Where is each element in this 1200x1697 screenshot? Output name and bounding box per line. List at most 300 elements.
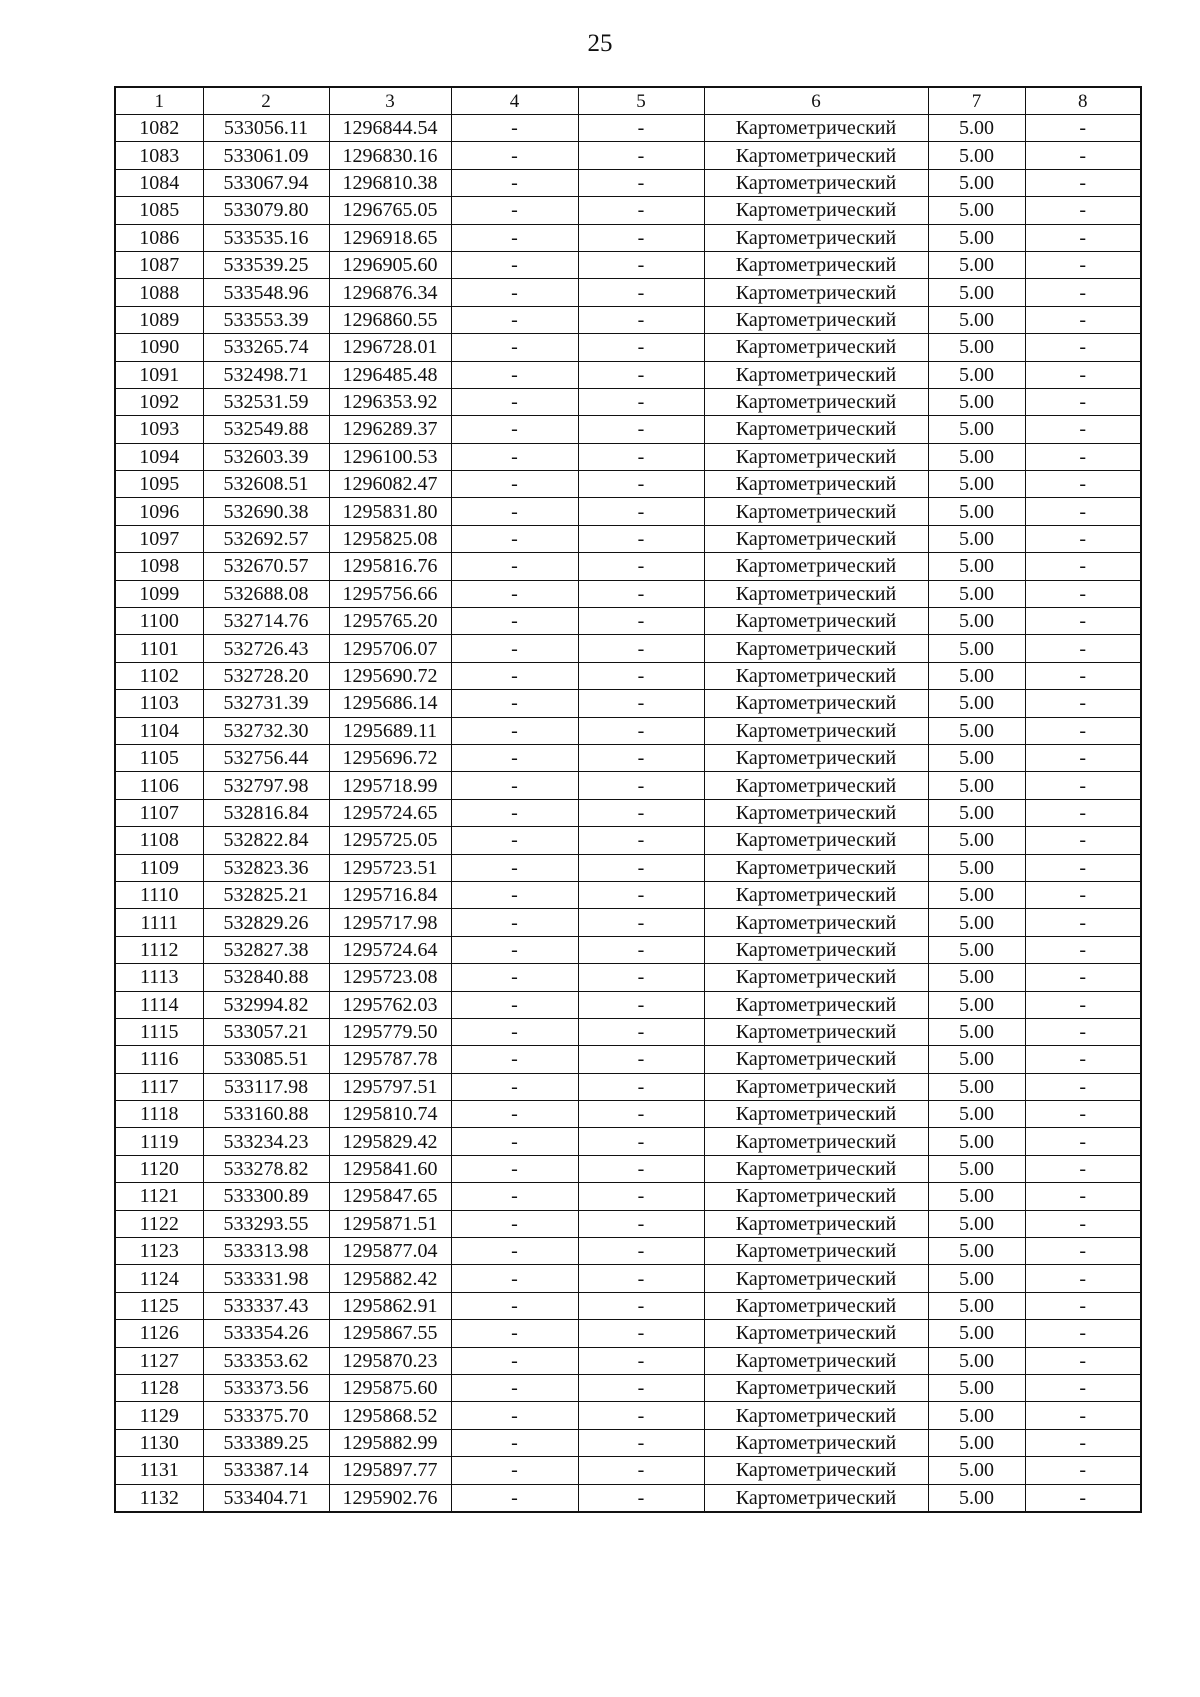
y-coordinate-cell: 1295862.91 (329, 1292, 451, 1319)
column-4-cell: - (451, 1320, 578, 1347)
accuracy-cell: 5.00 (928, 1374, 1025, 1401)
table-row (115, 608, 1141, 635)
x-coordinate-cell: 532825.21 (203, 881, 329, 908)
method-cell: Картометрический (704, 197, 928, 224)
y-coordinate-cell: 1295882.42 (329, 1265, 451, 1292)
method-cell: Картометрический (704, 525, 928, 552)
column-4-cell: - (451, 1183, 578, 1210)
point-number-cell: 1091 (115, 361, 203, 388)
column-4-cell: - (451, 964, 578, 991)
column-4-cell: - (451, 1018, 578, 1045)
accuracy-cell: 5.00 (928, 224, 1025, 251)
column-4-cell: - (451, 416, 578, 443)
column-4-cell: - (451, 1292, 578, 1319)
x-coordinate-cell: 533375.70 (203, 1402, 329, 1429)
x-coordinate-cell: 532731.39 (203, 690, 329, 717)
table-row (115, 772, 1141, 799)
table-body (115, 115, 1141, 1512)
column-5-cell: - (578, 553, 704, 580)
point-number-cell: 1111 (115, 909, 203, 936)
method-cell: Картометрический (704, 772, 928, 799)
y-coordinate-cell: 1295706.07 (329, 635, 451, 662)
y-coordinate-cell: 1295756.66 (329, 580, 451, 607)
accuracy-cell: 5.00 (928, 1101, 1025, 1128)
method-cell: Картометрический (704, 717, 928, 744)
column-4-cell: - (451, 717, 578, 744)
y-coordinate-cell: 1296485.48 (329, 361, 451, 388)
y-coordinate-cell: 1296830.16 (329, 142, 451, 169)
table-row (115, 443, 1141, 470)
column-8-cell: - (1025, 1292, 1141, 1319)
point-number-cell: 1118 (115, 1101, 203, 1128)
table-row (115, 827, 1141, 854)
point-number-cell: 1128 (115, 1374, 203, 1401)
column-8-cell: - (1025, 1210, 1141, 1237)
x-coordinate-cell: 532670.57 (203, 553, 329, 580)
column-5-cell: - (578, 881, 704, 908)
accuracy-cell: 5.00 (928, 1128, 1025, 1155)
method-cell: Картометрический (704, 115, 928, 142)
accuracy-cell: 5.00 (928, 854, 1025, 881)
x-coordinate-cell: 532732.30 (203, 717, 329, 744)
accuracy-cell: 5.00 (928, 1347, 1025, 1374)
table-row (115, 1183, 1141, 1210)
column-4-cell: - (451, 854, 578, 881)
point-number-cell: 1088 (115, 279, 203, 306)
table-row (115, 1155, 1141, 1182)
x-coordinate-cell: 532827.38 (203, 936, 329, 963)
accuracy-cell: 5.00 (928, 279, 1025, 306)
y-coordinate-cell: 1295829.42 (329, 1128, 451, 1155)
table-row (115, 251, 1141, 278)
column-8-cell: - (1025, 251, 1141, 278)
x-coordinate-cell: 532840.88 (203, 964, 329, 991)
column-5-cell: - (578, 799, 704, 826)
column-4-cell: - (451, 169, 578, 196)
y-coordinate-cell: 1295717.98 (329, 909, 451, 936)
method-cell: Картометрический (704, 388, 928, 415)
column-5-cell: - (578, 964, 704, 991)
x-coordinate-cell: 532728.20 (203, 662, 329, 689)
y-coordinate-cell: 1296918.65 (329, 224, 451, 251)
column-8-cell: - (1025, 1183, 1141, 1210)
accuracy-cell: 5.00 (928, 635, 1025, 662)
y-coordinate-cell: 1295765.20 (329, 608, 451, 635)
point-number-cell: 1092 (115, 388, 203, 415)
column-5-cell: - (578, 279, 704, 306)
accuracy-cell: 5.00 (928, 772, 1025, 799)
column-header-6: 6 (704, 87, 928, 115)
accuracy-cell: 5.00 (928, 525, 1025, 552)
x-coordinate-cell: 532688.08 (203, 580, 329, 607)
table-row (115, 936, 1141, 963)
table-row (115, 169, 1141, 196)
column-8-cell: - (1025, 744, 1141, 771)
column-header-4: 4 (451, 87, 578, 115)
point-number-cell: 1083 (115, 142, 203, 169)
point-number-cell: 1107 (115, 799, 203, 826)
column-8-cell: - (1025, 854, 1141, 881)
point-number-cell: 1106 (115, 772, 203, 799)
column-4-cell: - (451, 1374, 578, 1401)
y-coordinate-cell: 1295816.76 (329, 553, 451, 580)
x-coordinate-cell: 532829.26 (203, 909, 329, 936)
y-coordinate-cell: 1295724.65 (329, 799, 451, 826)
column-4-cell: - (451, 1265, 578, 1292)
accuracy-cell: 5.00 (928, 1429, 1025, 1456)
column-5-cell: - (578, 443, 704, 470)
column-4-cell: - (451, 525, 578, 552)
accuracy-cell: 5.00 (928, 169, 1025, 196)
column-8-cell: - (1025, 553, 1141, 580)
method-cell: Картометрический (704, 1210, 928, 1237)
method-cell: Картометрический (704, 799, 928, 826)
column-4-cell: - (451, 1402, 578, 1429)
accuracy-cell: 5.00 (928, 1238, 1025, 1265)
x-coordinate-cell: 533079.80 (203, 197, 329, 224)
table-row (115, 1128, 1141, 1155)
accuracy-cell: 5.00 (928, 1018, 1025, 1045)
point-number-cell: 1090 (115, 334, 203, 361)
coordinates-table (114, 86, 1142, 1513)
x-coordinate-cell: 533061.09 (203, 142, 329, 169)
method-cell: Картометрический (704, 827, 928, 854)
column-5-cell: - (578, 115, 704, 142)
x-coordinate-cell: 533387.14 (203, 1457, 329, 1484)
x-coordinate-cell: 532531.59 (203, 388, 329, 415)
column-5-cell: - (578, 909, 704, 936)
x-coordinate-cell: 532797.98 (203, 772, 329, 799)
method-cell: Картометрический (704, 1101, 928, 1128)
x-coordinate-cell: 533539.25 (203, 251, 329, 278)
y-coordinate-cell: 1295825.08 (329, 525, 451, 552)
method-cell: Картометрический (704, 991, 928, 1018)
method-cell: Картометрический (704, 881, 928, 908)
column-5-cell: - (578, 416, 704, 443)
point-number-cell: 1130 (115, 1429, 203, 1456)
column-8-cell: - (1025, 1101, 1141, 1128)
column-5-cell: - (578, 1402, 704, 1429)
x-coordinate-cell: 533535.16 (203, 224, 329, 251)
accuracy-cell: 5.00 (928, 1210, 1025, 1237)
table-row (115, 1484, 1141, 1512)
y-coordinate-cell: 1295718.99 (329, 772, 451, 799)
accuracy-cell: 5.00 (928, 1457, 1025, 1484)
method-cell: Картометрический (704, 909, 928, 936)
column-8-cell: - (1025, 936, 1141, 963)
table-row (115, 1018, 1141, 1045)
table-row (115, 416, 1141, 443)
table-row (115, 1265, 1141, 1292)
accuracy-cell: 5.00 (928, 1183, 1025, 1210)
x-coordinate-cell: 533313.98 (203, 1238, 329, 1265)
method-cell: Картометрический (704, 1320, 928, 1347)
x-coordinate-cell: 533057.21 (203, 1018, 329, 1045)
y-coordinate-cell: 1295797.51 (329, 1073, 451, 1100)
method-cell: Картометрический (704, 1484, 928, 1512)
table-row (115, 498, 1141, 525)
accuracy-cell: 5.00 (928, 1155, 1025, 1182)
accuracy-cell: 5.00 (928, 361, 1025, 388)
method-cell: Картометрический (704, 1429, 928, 1456)
accuracy-cell: 5.00 (928, 909, 1025, 936)
y-coordinate-cell: 1296844.54 (329, 115, 451, 142)
column-4-cell: - (451, 936, 578, 963)
method-cell: Картометрический (704, 662, 928, 689)
column-4-cell: - (451, 306, 578, 333)
method-cell: Картометрический (704, 169, 928, 196)
x-coordinate-cell: 533117.98 (203, 1073, 329, 1100)
column-8-cell: - (1025, 443, 1141, 470)
y-coordinate-cell: 1296876.34 (329, 279, 451, 306)
y-coordinate-cell: 1295882.99 (329, 1429, 451, 1456)
column-8-cell: - (1025, 964, 1141, 991)
method-cell: Картометрический (704, 1265, 928, 1292)
column-5-cell: - (578, 662, 704, 689)
method-cell: Картометрический (704, 1073, 928, 1100)
point-number-cell: 1086 (115, 224, 203, 251)
method-cell: Картометрический (704, 1238, 928, 1265)
column-8-cell: - (1025, 827, 1141, 854)
point-number-cell: 1110 (115, 881, 203, 908)
method-cell: Картометрический (704, 416, 928, 443)
point-number-cell: 1113 (115, 964, 203, 991)
table-row (115, 115, 1141, 142)
y-coordinate-cell: 1295686.14 (329, 690, 451, 717)
method-cell: Картометрический (704, 1183, 928, 1210)
y-coordinate-cell: 1295871.51 (329, 1210, 451, 1237)
column-4-cell: - (451, 361, 578, 388)
column-5-cell: - (578, 1265, 704, 1292)
y-coordinate-cell: 1296905.60 (329, 251, 451, 278)
y-coordinate-cell: 1296810.38 (329, 169, 451, 196)
accuracy-cell: 5.00 (928, 1402, 1025, 1429)
table-row (115, 1320, 1141, 1347)
column-5-cell: - (578, 827, 704, 854)
table-row (115, 1429, 1141, 1456)
point-number-cell: 1120 (115, 1155, 203, 1182)
accuracy-cell: 5.00 (928, 142, 1025, 169)
column-4-cell: - (451, 1101, 578, 1128)
column-8-cell: - (1025, 1073, 1141, 1100)
x-coordinate-cell: 532816.84 (203, 799, 329, 826)
column-5-cell: - (578, 1238, 704, 1265)
column-8-cell: - (1025, 1128, 1141, 1155)
y-coordinate-cell: 1296082.47 (329, 471, 451, 498)
method-cell: Картометрический (704, 1018, 928, 1045)
point-number-cell: 1105 (115, 744, 203, 771)
column-4-cell: - (451, 115, 578, 142)
column-4-cell: - (451, 224, 578, 251)
table-row (115, 799, 1141, 826)
table-header-row (115, 87, 1141, 115)
column-8-cell: - (1025, 169, 1141, 196)
column-8-cell: - (1025, 1018, 1141, 1045)
y-coordinate-cell: 1295724.64 (329, 936, 451, 963)
method-cell: Картометрический (704, 443, 928, 470)
method-cell: Картометрический (704, 553, 928, 580)
x-coordinate-cell: 532726.43 (203, 635, 329, 662)
point-number-cell: 1099 (115, 580, 203, 607)
column-4-cell: - (451, 1128, 578, 1155)
column-5-cell: - (578, 142, 704, 169)
column-4-cell: - (451, 991, 578, 1018)
table-row (115, 361, 1141, 388)
y-coordinate-cell: 1295868.52 (329, 1402, 451, 1429)
table-row (115, 142, 1141, 169)
point-number-cell: 1122 (115, 1210, 203, 1237)
point-number-cell: 1114 (115, 991, 203, 1018)
accuracy-cell: 5.00 (928, 115, 1025, 142)
column-4-cell: - (451, 1347, 578, 1374)
column-8-cell: - (1025, 1265, 1141, 1292)
table-row (115, 1073, 1141, 1100)
column-8-cell: - (1025, 881, 1141, 908)
column-5-cell: - (578, 854, 704, 881)
x-coordinate-cell: 533354.26 (203, 1320, 329, 1347)
column-4-cell: - (451, 1238, 578, 1265)
column-8-cell: - (1025, 471, 1141, 498)
column-8-cell: - (1025, 909, 1141, 936)
column-5-cell: - (578, 388, 704, 415)
column-header-3: 3 (329, 87, 451, 115)
column-8-cell: - (1025, 224, 1141, 251)
table-row (115, 197, 1141, 224)
column-4-cell: - (451, 142, 578, 169)
table-row (115, 388, 1141, 415)
point-number-cell: 1132 (115, 1484, 203, 1512)
column-8-cell: - (1025, 279, 1141, 306)
table-row (115, 1210, 1141, 1237)
column-5-cell: - (578, 1128, 704, 1155)
column-4-cell: - (451, 827, 578, 854)
y-coordinate-cell: 1295787.78 (329, 1046, 451, 1073)
x-coordinate-cell: 532608.51 (203, 471, 329, 498)
y-coordinate-cell: 1295841.60 (329, 1155, 451, 1182)
column-5-cell: - (578, 744, 704, 771)
method-cell: Картометрический (704, 608, 928, 635)
point-number-cell: 1102 (115, 662, 203, 689)
table-row (115, 964, 1141, 991)
y-coordinate-cell: 1295902.76 (329, 1484, 451, 1512)
point-number-cell: 1121 (115, 1183, 203, 1210)
y-coordinate-cell: 1295689.11 (329, 717, 451, 744)
y-coordinate-cell: 1296289.37 (329, 416, 451, 443)
accuracy-cell: 5.00 (928, 471, 1025, 498)
x-coordinate-cell: 533300.89 (203, 1183, 329, 1210)
y-coordinate-cell: 1295810.74 (329, 1101, 451, 1128)
accuracy-cell: 5.00 (928, 991, 1025, 1018)
column-5-cell: - (578, 306, 704, 333)
method-cell: Картометрический (704, 306, 928, 333)
column-5-cell: - (578, 580, 704, 607)
table-row (115, 881, 1141, 908)
column-header-2: 2 (203, 87, 329, 115)
point-number-cell: 1119 (115, 1128, 203, 1155)
point-number-cell: 1101 (115, 635, 203, 662)
x-coordinate-cell: 533331.98 (203, 1265, 329, 1292)
table-row (115, 580, 1141, 607)
table-row (115, 635, 1141, 662)
x-coordinate-cell: 533234.23 (203, 1128, 329, 1155)
column-8-cell: - (1025, 1320, 1141, 1347)
accuracy-cell: 5.00 (928, 881, 1025, 908)
method-cell: Картометрический (704, 1292, 928, 1319)
column-header-1: 1 (115, 87, 203, 115)
method-cell: Картометрический (704, 334, 928, 361)
point-number-cell: 1098 (115, 553, 203, 580)
method-cell: Картометрический (704, 361, 928, 388)
point-number-cell: 1109 (115, 854, 203, 881)
method-cell: Картометрический (704, 854, 928, 881)
accuracy-cell: 5.00 (928, 608, 1025, 635)
x-coordinate-cell: 533353.62 (203, 1347, 329, 1374)
accuracy-cell: 5.00 (928, 334, 1025, 361)
x-coordinate-cell: 533548.96 (203, 279, 329, 306)
y-coordinate-cell: 1295716.84 (329, 881, 451, 908)
accuracy-cell: 5.00 (928, 744, 1025, 771)
point-number-cell: 1104 (115, 717, 203, 744)
column-4-cell: - (451, 1457, 578, 1484)
column-8-cell: - (1025, 1347, 1141, 1374)
point-number-cell: 1084 (115, 169, 203, 196)
table-row (115, 525, 1141, 552)
column-5-cell: - (578, 1183, 704, 1210)
column-4-cell: - (451, 909, 578, 936)
x-coordinate-cell: 533337.43 (203, 1292, 329, 1319)
y-coordinate-cell: 1295875.60 (329, 1374, 451, 1401)
column-5-cell: - (578, 1155, 704, 1182)
table-row (115, 717, 1141, 744)
column-4-cell: - (451, 1073, 578, 1100)
accuracy-cell: 5.00 (928, 306, 1025, 333)
column-8-cell: - (1025, 690, 1141, 717)
point-number-cell: 1125 (115, 1292, 203, 1319)
method-cell: Картометрический (704, 744, 928, 771)
method-cell: Картометрический (704, 964, 928, 991)
column-5-cell: - (578, 498, 704, 525)
accuracy-cell: 5.00 (928, 197, 1025, 224)
table-row (115, 553, 1141, 580)
x-coordinate-cell: 533160.88 (203, 1101, 329, 1128)
column-4-cell: - (451, 1155, 578, 1182)
point-number-cell: 1112 (115, 936, 203, 963)
column-8-cell: - (1025, 115, 1141, 142)
column-4-cell: - (451, 498, 578, 525)
point-number-cell: 1100 (115, 608, 203, 635)
column-5-cell: - (578, 772, 704, 799)
x-coordinate-cell: 533389.25 (203, 1429, 329, 1456)
column-4-cell: - (451, 1046, 578, 1073)
table-row (115, 224, 1141, 251)
point-number-cell: 1129 (115, 1402, 203, 1429)
y-coordinate-cell: 1295690.72 (329, 662, 451, 689)
column-5-cell: - (578, 334, 704, 361)
column-8-cell: - (1025, 416, 1141, 443)
point-number-cell: 1082 (115, 115, 203, 142)
column-8-cell: - (1025, 1429, 1141, 1456)
x-coordinate-cell: 533056.11 (203, 115, 329, 142)
y-coordinate-cell: 1296353.92 (329, 388, 451, 415)
column-5-cell: - (578, 169, 704, 196)
accuracy-cell: 5.00 (928, 498, 1025, 525)
table-row (115, 1292, 1141, 1319)
accuracy-cell: 5.00 (928, 416, 1025, 443)
accuracy-cell: 5.00 (928, 553, 1025, 580)
column-4-cell: - (451, 744, 578, 771)
column-4-cell: - (451, 608, 578, 635)
x-coordinate-cell: 532549.88 (203, 416, 329, 443)
